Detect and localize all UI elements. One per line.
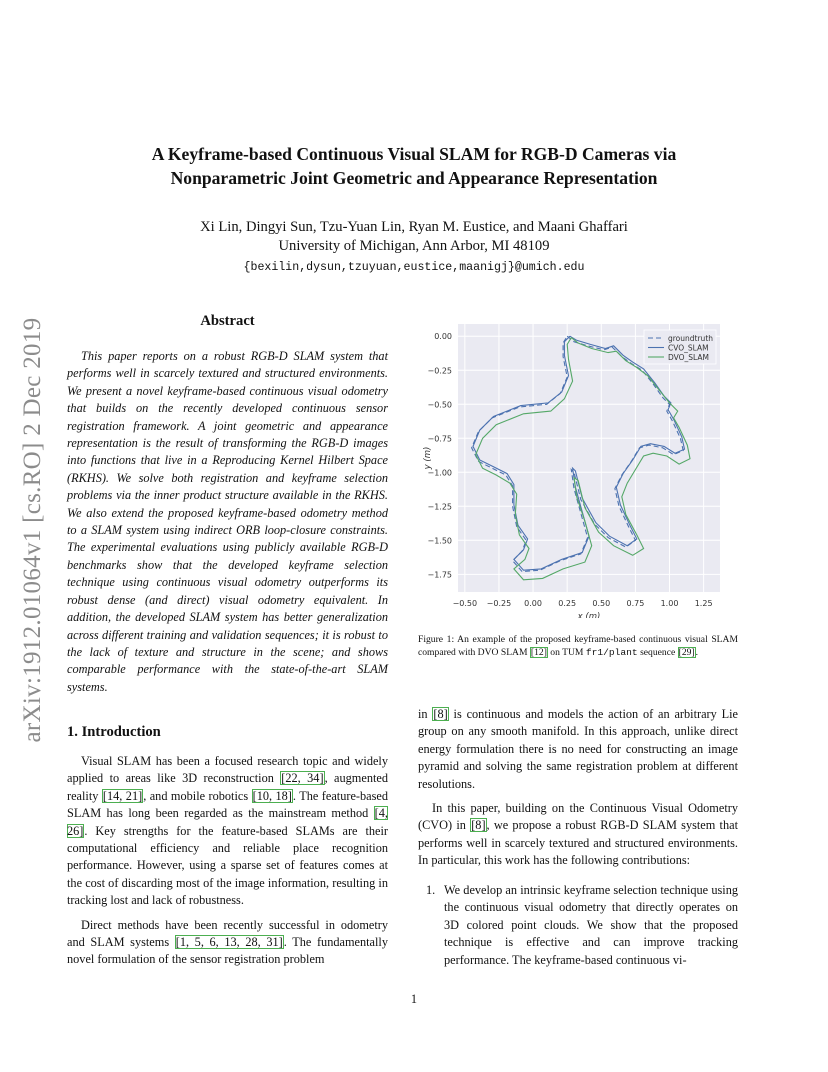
intro-left-column bbox=[67, 753, 388, 969]
x-tick-label: 1.25 bbox=[694, 599, 713, 608]
text-run: . Key strengths for the feature-based SLAMs are their computational efficiency and reliable place recognition performance. However, using a sparse set of features comes at the cost of discarding most of the image information, resulting in tracking lost and lack of robustness. bbox=[67, 823, 388, 908]
figure-caption bbox=[418, 633, 738, 659]
list-item-text: We develop an intrinsic keyframe selection technique using the continuous visual odometry that directly operates on 3D colored point clouds. We show that the proposed technique is effective and can improve tracking performance. The keyframe-based continuous vi- bbox=[444, 883, 738, 967]
citation-link[interactable]: [4, 26] bbox=[67, 806, 388, 838]
x-axis-label: x (m) bbox=[577, 612, 601, 618]
title-line-1: A Keyframe-based Continuous Visual SLAM for RGB-D Cameras via bbox=[151, 144, 677, 164]
x-tick-label: 0.50 bbox=[592, 599, 611, 608]
x-tick-label: 0.75 bbox=[626, 599, 645, 608]
chart-legend bbox=[644, 330, 716, 364]
citation-link[interactable]: [14, 21] bbox=[102, 788, 143, 803]
arxiv-identifier: arXiv:1912.01064v1 [cs.RO] 2 Dec 2019 bbox=[19, 317, 46, 743]
citation-link[interactable]: [10, 18] bbox=[252, 788, 292, 803]
trajectory-chart bbox=[418, 318, 728, 618]
x-tick-label: −0.50 bbox=[452, 599, 478, 608]
y-tick-label: −0.75 bbox=[427, 434, 452, 444]
y-tick-label: −1.75 bbox=[427, 570, 452, 580]
citation-link[interactable]: [22, 34] bbox=[281, 771, 324, 786]
y-tick-label: −0.50 bbox=[427, 400, 452, 410]
y-tick-label: −0.25 bbox=[427, 366, 452, 376]
x-tick-labels bbox=[453, 599, 713, 608]
x-tick-label: 1.00 bbox=[660, 599, 679, 608]
citation-link[interactable]: [12] bbox=[530, 647, 547, 659]
intro-paragraph-4 bbox=[418, 800, 738, 870]
dataset-sequence-code: fr1/plant bbox=[585, 647, 638, 659]
text-run: , and mobile robotics bbox=[143, 788, 252, 803]
legend-entry: DVO_SLAM bbox=[668, 352, 710, 362]
author-block bbox=[60, 218, 768, 256]
title-line-2: Nonparametric Joint Geometric and Appearance Representation bbox=[170, 168, 658, 188]
list-item bbox=[418, 882, 738, 969]
contribution-list bbox=[418, 882, 738, 969]
text-run: is continuous and models the action of an arbitrary Lie group on any smooth manifold. In this approach, unlike direct energy formulation there is no need for constructing an image pyramid and solving the same registration problem at different resolutions. bbox=[418, 707, 738, 791]
intro-paragraph-3 bbox=[418, 706, 738, 793]
y-tick-label: −1.50 bbox=[427, 536, 452, 546]
x-tick-label: 0.00 bbox=[524, 599, 542, 608]
legend-entry: CVO_SLAM bbox=[668, 343, 709, 353]
figure-1 bbox=[418, 318, 728, 623]
page-number: 1 bbox=[410, 992, 418, 1006]
author-names: Xi Lin, Dingyi Sun, Tzu-Yuan Lin, Ryan M. Eustice, and Maani Ghaffari bbox=[200, 219, 628, 235]
text-run: Figure 1: An example of the proposed keyframe-based continuous visual SLAM compared with DVO SLAM bbox=[418, 634, 738, 659]
citation-link[interactable]: [8] bbox=[471, 818, 486, 833]
legend-entry: groundtruth bbox=[668, 333, 714, 343]
text-run: on TUM bbox=[547, 647, 586, 659]
text-run: Visual SLAM has been a focused research topic and widely applied to areas like 3D reconstruction bbox=[67, 754, 388, 786]
text-run: , we propose a robust RGB-D SLAM system that performs well in scarcely textured and structured environments. In particular, this work has the following contributions: bbox=[418, 818, 738, 868]
y-axis-label: y (m) bbox=[423, 446, 433, 470]
text-run: , augmented reality bbox=[67, 771, 388, 803]
author-affiliation: University of Michigan, Ann Arbor, MI 48109 bbox=[278, 238, 550, 254]
y-tick-label: −1.00 bbox=[427, 468, 452, 478]
y-tick-label: −1.25 bbox=[427, 502, 452, 512]
arxiv-sidebar bbox=[18, 290, 48, 770]
text-run: In this paper, building on the Continuous Visual Odometry (CVO) in bbox=[418, 801, 738, 833]
text-run: in bbox=[418, 707, 433, 721]
intro-paragraph-1 bbox=[67, 753, 388, 910]
abstract-heading: Abstract bbox=[200, 313, 255, 329]
citation-link[interactable]: [8] bbox=[433, 707, 448, 721]
intro-paragraph-2 bbox=[67, 917, 388, 969]
x-tick-label: −0.25 bbox=[486, 599, 512, 608]
introduction-heading: 1. Introduction bbox=[67, 724, 161, 740]
intro-right-column bbox=[418, 706, 738, 870]
text-run: . bbox=[695, 647, 699, 659]
text-run: sequence bbox=[637, 647, 678, 659]
author-email: {bexilin,dysun,tzuyuan,eustice,maanigj}@umich.edu bbox=[243, 261, 585, 274]
x-tick-label: 0.25 bbox=[558, 599, 577, 608]
citation-link[interactable]: [29] bbox=[678, 647, 695, 659]
y-tick-label: 0.00 bbox=[434, 332, 452, 342]
abstract-text: This paper reports on a robust RGB-D SLAM system that performs well in scarcely textured and structured environments. We present a novel keyframe-based continuous visual odometry that builds on the recently developed continuous sensor registration framework. A joint geometric and appearance representation is the result of transforming the RGB-D images into functions that live in a Reproducing Kernel Hilbert Space (RKHS). We solve both registration and keyframe selection problems via the inner product structure available in the RKHS. We also extend the proposed keyframe-based odometry method to a SLAM system using indirect ORB loop-closure constraints. The experimental evaluations using publicly available RGB-D benchmarks show that the developed keyframe selection technique using continuous visual odometry outperforms its robust dense (and direct) visual odometry equivalent. In addition, the developed SLAM system has better generalization across different training and validation sequences; it is robust to the lack of texture and structure in the scene; and shows comparable performance with the state-of-the-art SLAM systems. bbox=[67, 349, 388, 694]
paper-title bbox=[60, 142, 768, 190]
list-number: 1. bbox=[426, 883, 436, 897]
text-run: . The fundamentally novel formulation of the sensor registration problem bbox=[67, 935, 388, 967]
text-run: . The feature-based SLAM has long been regarded as the mainstream method bbox=[67, 788, 388, 821]
text-run: Direct methods have been recently successful in odometry and SLAM systems bbox=[67, 917, 388, 950]
citation-link[interactable]: [1, 5, 6, 13, 28, 31] bbox=[175, 935, 283, 950]
